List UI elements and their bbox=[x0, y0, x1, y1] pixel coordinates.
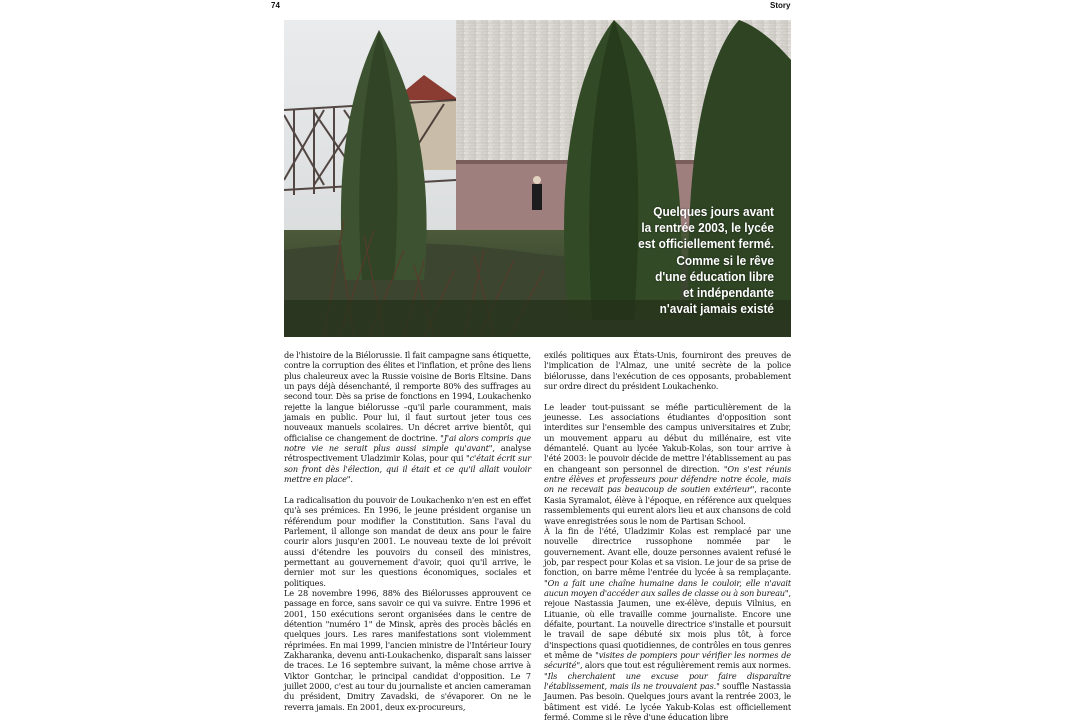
caption-line: Comme si le rêve bbox=[676, 252, 774, 268]
article-column-left bbox=[284, 350, 531, 712]
quote-text: "On a fait une chaîne humaine dans le couloir, elle n'avait aucun moyen d'accéder aux salles de classe ou à son bureau" bbox=[544, 577, 791, 598]
quote-text: "visites de pompiers pour vérifier les normes de sécurité" bbox=[544, 649, 791, 671]
article-paragraph: Le 28 novembre 1996, 88% des Biélorusses approuvent ce passage en force, sans savoir ce qui va suivre. Entre 1996 et 2001, 150 exécutions seront organisées dans le centre de détention "numéro 1" de Minsk, après des procès bâclés en quelques jours. Les rares manifestations sont violemment réprimées. En mai 1999, l'ancien ministre de l'Intérieur Ioury Zakharanka, devenu anti-Loukachenko, disparaît sans laisser de traces. Le 16 septembre suivant, la même chose arrive à Viktor Gontchar, le principal candidat d'opposition. Le 7 juillet 2000, c'est au tour du journaliste et ancien cameraman du président, Dmitry Zavadski, de s'évaporer. On ne le reverra jamais. En 2001, deux ex-procureurs, bbox=[284, 587, 531, 712]
quote-text: "Ils cherchaient une excuse pour faire disparaître l'établissement, mais ils ne trouvaient pas." bbox=[544, 670, 791, 691]
article-paragraph: Le leader tout-puissant se méfie particulièrement de la jeunesse. Les associations étudiantes d'opposition sont interdites sur l'ensemble des campus universitaires et Zubr, un mouvement apparu au début du millénaire, est vite démantelé. Quant au lycée Yakub-Kolas, son tour arrive à l'été 2003: le pouvoir décide de mettre l'établissement au pas en changeant son personnel de direction. "On s'est réunis entre élèves et professeurs pour défendre notre école, mais on ne recevait pas beaucoup de soutien extérieur", raconte Kasia Syramalot, élève à l'époque, en référence aux quelques rassemblements qui eurent alors lieu et aux chansons de cold wave enregistrées sous le nom de Partisan School. bbox=[544, 401, 792, 526]
caption-line: est officiellement fermé. bbox=[638, 236, 774, 252]
article-column-right bbox=[544, 350, 791, 722]
caption-line: n'avait jamais existé bbox=[659, 301, 774, 317]
quote-text: "J'ai alors compris que notre vie ne serait plus aussi simple qu'avant" bbox=[284, 432, 531, 454]
page-number: 74 bbox=[271, 1, 280, 10]
caption-line: la rentrée 2003, le lycée bbox=[641, 220, 774, 236]
article-paragraph: À la fin de l'été, Uladzimir Kolas est remplacé par une nouvelle directrice russophone nommée par le gouvernement. Avant elle, douze personnes avaient refusé le job, par respect pour Kolas et sa vision. Le jour de sa prise de fonction, on barre même l'entrée du lycée à sa remplaçante. "On a fait une chaîne humaine dans le couloir, elle n'avait aucun moyen d'accéder aux salles de classe ou à son bureau", rejoue Nastassia Jaumen, une ex-élève, depuis Vilnius, en Lituanie, où elle travaille comme journaliste. Encore une défaite, pourtant. La nouvelle directrice s'installe et poursuit le travail de sape débuté six mois plus tôt, à force d'inspections quasi quotidiennes, de contrôles en tous genres et même de "visites de pompiers pour vérifier les normes de sécurité", alors que tout est régulièrement remis aux normes. "Ils cherchaient une excuse pour faire disparaître l'établissement, mais ils ne trouvaient pas." souffle Nastassia Jaumen. Pas besoin. Quelques jours avant la rentrée 2003, le bâtiment est vidé. Le lycée Yakub-Kolas est officiellement fermé. Comme si le rêve d'une éducation libre bbox=[544, 525, 791, 722]
article-paragraph: de l'histoire de la Biélorussie. Il fait campagne sans étiquette, contre la corruption des élites et l'inflation, et prône des liens plus chaleureux avec la Russie voisine de Boris Eltsine. Dans un pays déjà désenchanté, il remporte 80% des suffrages au second tour. Dès sa prise de fonctions en 1994, Loukachenko rejette la langue biélorusse –qu'il parle couramment, mais jamais en public. Pour lui, il faut surtout jeter tous ces nouveaux manuels scolaires. Un décret arrive bientôt, qui officialise ce changement de doctrine. "J'ai alors compris que notre vie ne serait plus aussi simple qu'avant", analyse rétrospectivement Uladzimir Kolas, pour qui "c'était écrit sur son front dès l'élection, qui il était et ce qu'il allait vouloir mettre en place". bbox=[284, 350, 531, 485]
photo-caption bbox=[549, 204, 774, 317]
article-photo bbox=[284, 20, 791, 337]
quote-text: "c'était écrit sur son front dès l'élection, qui il était et ce qu'il allait vouloir mettre en place" bbox=[284, 453, 531, 485]
article-paragraph: exilés politiques aux États-Unis, fourniront des preuves de l'implication de l'Almaz, une unité secrète de la police biélorusse, dans l'exécution de ces opposants, probablement sur ordre direct du président Loukachenko. bbox=[544, 350, 791, 392]
article-paragraph: La radicalisation du pouvoir de Loukachenko n'en est en effet qu'à ses prémices. En 1996, le jeune président organise un référendum pour modifier la Constitution. Sans l'aval du Parlement, il allonge son mandat de deux ans pour le faire courir alors jusqu'en 2001. Le nouveau texte de loi prévoit aussi d'étendre les pouvoirs du conseil des ministres, permettant au gouvernement d'avoir, quoi qu'il arrive, le dernier mot sur les questions économiques, sociales et politiques. bbox=[284, 494, 531, 588]
caption-line: Quelques jours avant bbox=[653, 204, 774, 219]
section-label: Story bbox=[770, 1, 791, 10]
caption-line: et indépendante bbox=[682, 285, 774, 301]
quote-text: "On s'est réunis entre élèves et professeurs pour défendre notre école, mais on ne recevait pas beaucoup de soutien extérieur" bbox=[544, 463, 791, 495]
caption-line: d'une éducation libre bbox=[655, 268, 774, 284]
